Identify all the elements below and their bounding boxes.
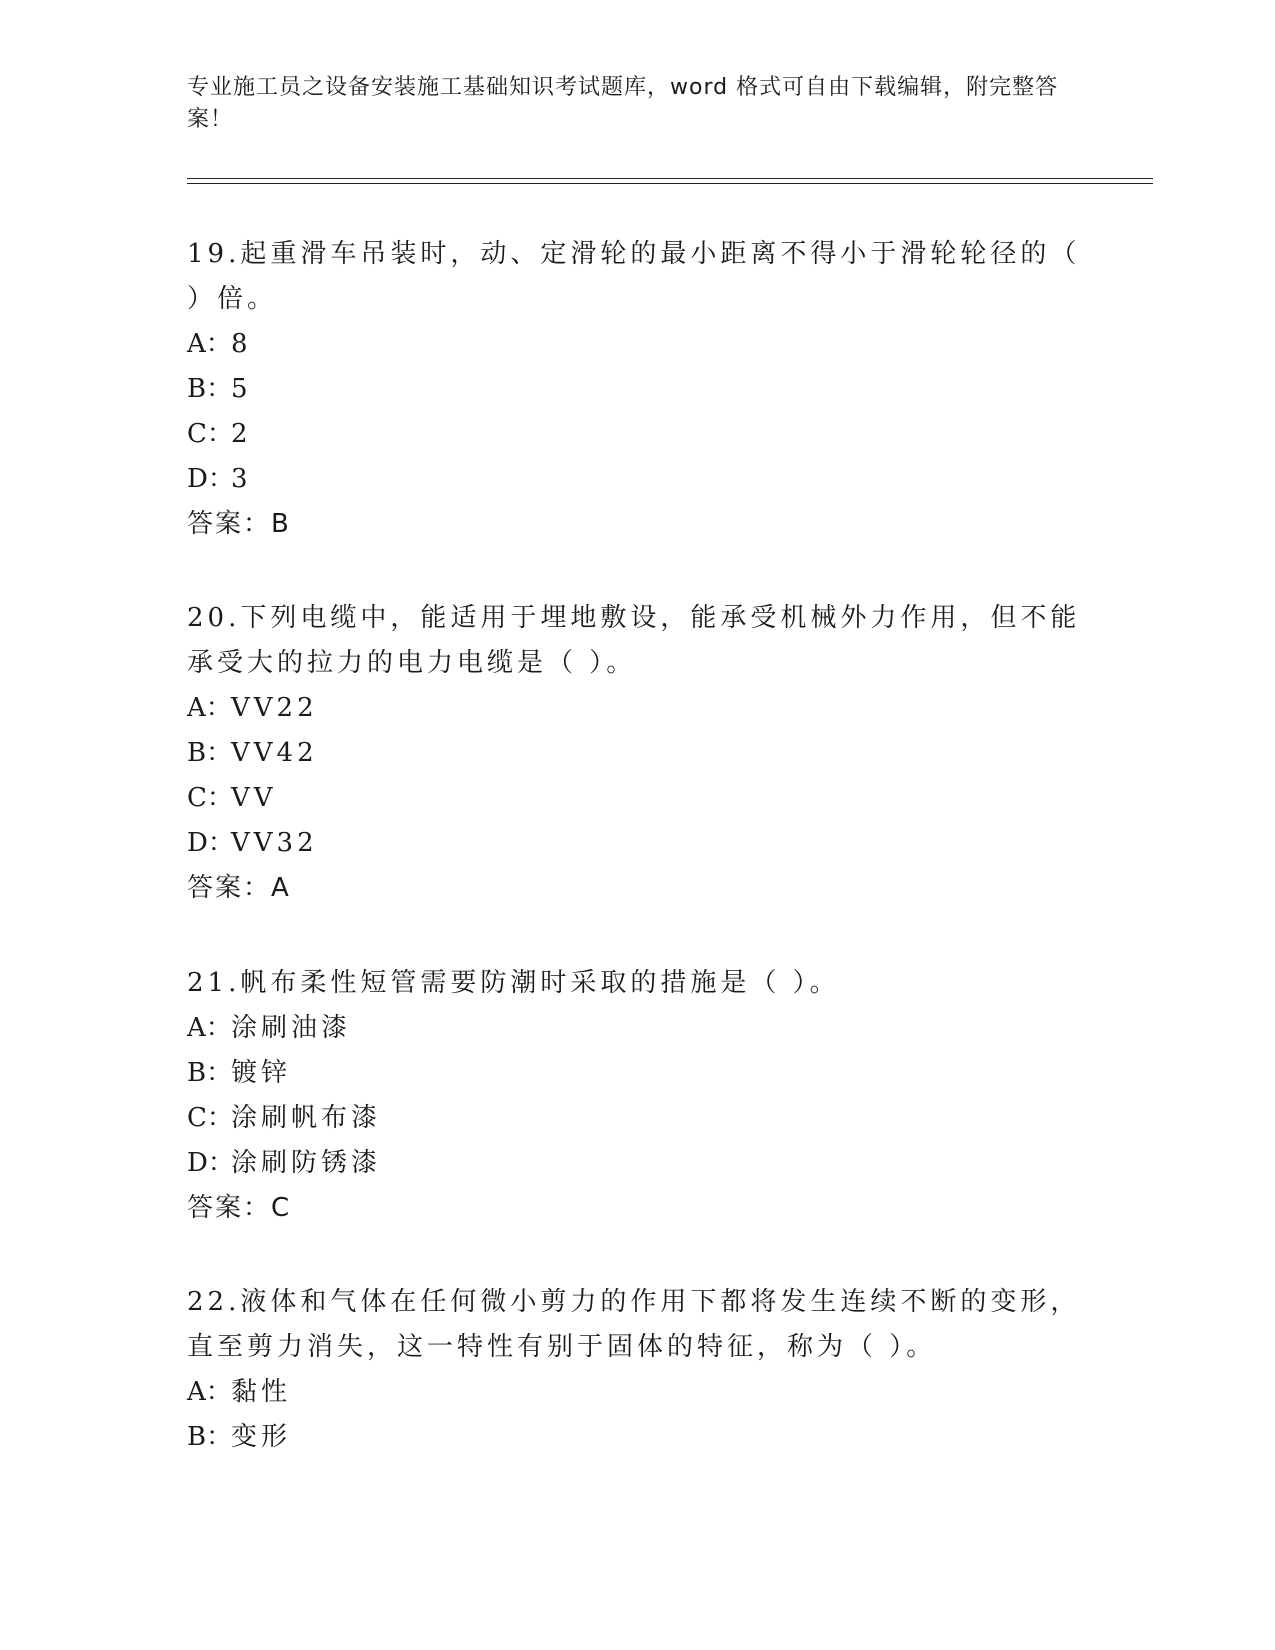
option-letter: D： (187, 1148, 234, 1178)
answer-line: 答案：B (187, 509, 291, 539)
question-stem: 19.起重滑车吊装时，动、定滑轮的最小距离不得小于滑轮轮径的（ ）倍。 (187, 239, 1081, 314)
option-text: 镀锌 (231, 1058, 292, 1088)
option-letter: C： (187, 783, 233, 813)
option-letter: A： (187, 1013, 232, 1043)
question-stem: 22.液体和气体在任何微小剪力的作用下都将发生连续不断的变形，直至剪力消失，这一特性有别于固体的特征，称为（ ）。 (187, 1287, 1081, 1362)
answer-line: 答案：C (187, 1193, 292, 1223)
option-a (187, 1370, 1087, 1415)
question-20 (187, 596, 1087, 911)
question-21 (187, 961, 1087, 1231)
option-text: 涂刷帆布漆 (231, 1103, 382, 1133)
option-text: 5 (231, 374, 252, 404)
option-text: VV32 (231, 828, 318, 858)
option-text: 8 (231, 329, 252, 359)
option-a (187, 1006, 1087, 1051)
option-letter: C： (187, 1103, 233, 1133)
option-text: 3 (231, 464, 252, 494)
answer-line: 答案：A (187, 873, 291, 903)
option-b (187, 1051, 1087, 1096)
option-text: 涂刷油漆 (231, 1013, 352, 1043)
option-d (187, 821, 1087, 866)
option-text: VV22 (231, 693, 318, 723)
option-letter: C： (187, 419, 233, 449)
header-divider-top (187, 178, 1153, 179)
option-text: VV42 (231, 738, 318, 768)
question-19 (187, 232, 1087, 547)
option-letter: B： (187, 1058, 233, 1088)
option-text: 变形 (231, 1422, 292, 1452)
document-header: 专业施工员之设备安装施工基础知识考试题库，word 格式可自由下载编辑，附完整答案！ (187, 75, 1059, 132)
question-22 (187, 1280, 1087, 1460)
option-b (187, 731, 1087, 776)
option-b (187, 1415, 1087, 1460)
option-c (187, 776, 1087, 821)
option-letter: D： (187, 464, 234, 494)
option-text: 2 (231, 419, 252, 449)
option-letter: A： (187, 329, 232, 359)
header-divider-bottom (187, 183, 1153, 184)
option-letter: B： (187, 1422, 233, 1452)
option-a (187, 686, 1087, 731)
option-d (187, 457, 1087, 502)
option-letter: A： (187, 693, 232, 723)
option-letter: D： (187, 828, 234, 858)
option-text: VV (231, 783, 277, 813)
option-letter: A： (187, 1377, 232, 1407)
option-c (187, 412, 1087, 457)
option-letter: B： (187, 374, 233, 404)
option-letter: B： (187, 738, 233, 768)
question-stem: 20.下列电缆中，能适用于埋地敷设，能承受机械外力作用，但不能承受大的拉力的电力电缆是（ ）。 (187, 603, 1081, 678)
option-text: 涂刷防锈漆 (231, 1148, 382, 1178)
option-c (187, 1096, 1087, 1141)
option-b (187, 367, 1087, 412)
question-stem: 21.帆布柔性短管需要防潮时采取的措施是（ ）。 (187, 968, 840, 998)
option-d (187, 1141, 1087, 1186)
option-a (187, 322, 1087, 367)
option-text: 黏性 (231, 1377, 292, 1407)
